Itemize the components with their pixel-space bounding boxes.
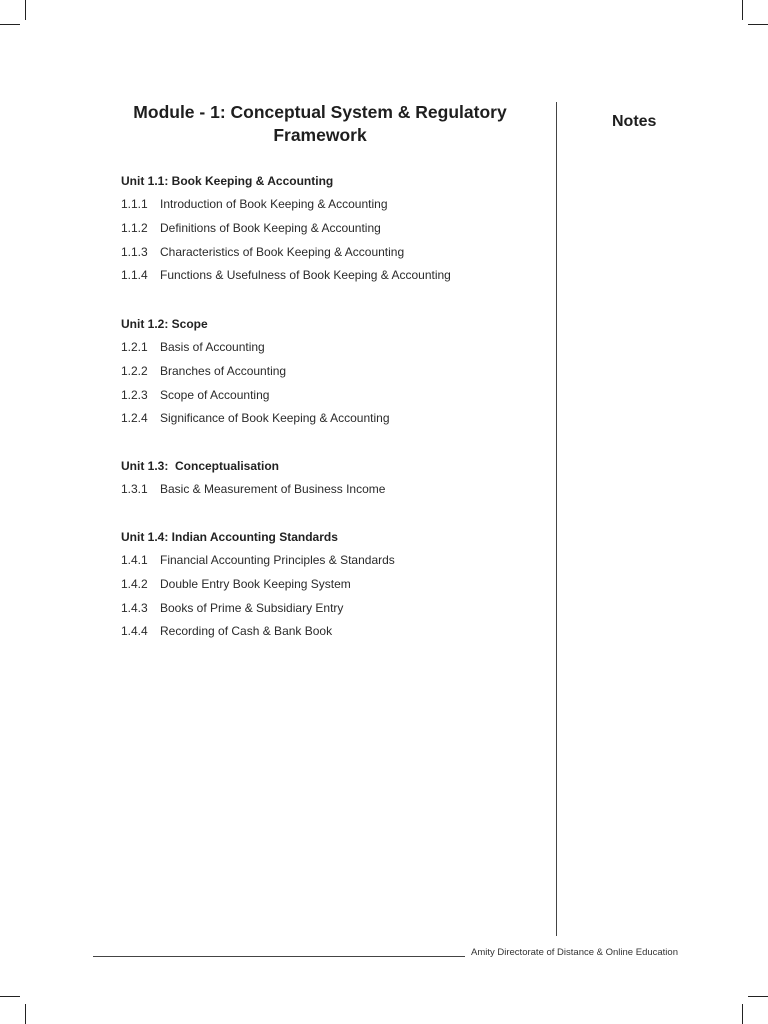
unit-heading: Unit 1.2: Scope bbox=[121, 317, 208, 331]
crop-mark-top-left-v bbox=[25, 0, 26, 20]
unit-item bbox=[121, 577, 541, 591]
crop-mark-top-right-h bbox=[748, 24, 768, 25]
unit-item bbox=[121, 624, 541, 638]
item-number: 1.2.2 bbox=[121, 363, 148, 378]
item-number: 1.4.3 bbox=[121, 600, 148, 615]
module-title-line-1: Module - 1: Conceptual System & Regulatory bbox=[133, 102, 507, 122]
unit-heading: Unit 1.1: Book Keeping & Accounting bbox=[121, 174, 334, 188]
item-number: 1.3.1 bbox=[121, 482, 148, 496]
item-number: 1.2.1 bbox=[121, 340, 148, 354]
footer-text: Amity Directorate of Distance & Online Education bbox=[471, 947, 678, 958]
item-text: Scope of Accounting bbox=[160, 387, 270, 402]
item-text: Double Entry Book Keeping System bbox=[160, 576, 351, 591]
unit-section bbox=[121, 459, 541, 506]
item-text: Introduction of Book Keeping & Accounting bbox=[160, 197, 388, 211]
item-text: Significance of Book Keeping & Accounting bbox=[160, 411, 390, 426]
item-text: Basis of Accounting bbox=[160, 340, 265, 354]
crop-mark-bottom-right-v bbox=[742, 1004, 743, 1024]
unit-item bbox=[121, 482, 541, 496]
crop-mark-bottom-right-h bbox=[748, 996, 768, 997]
item-number: 1.1.3 bbox=[121, 244, 148, 259]
unit-item bbox=[121, 340, 541, 354]
unit-heading: Unit 1.4: Indian Accounting Standards bbox=[121, 530, 338, 544]
unit-item bbox=[121, 601, 541, 615]
item-number: 1.2.4 bbox=[121, 411, 148, 426]
item-number: 1.1.2 bbox=[121, 220, 148, 235]
module-title-line-2: Framework bbox=[273, 125, 367, 145]
unit-section bbox=[121, 317, 541, 435]
crop-mark-top-right-v bbox=[742, 0, 743, 20]
item-number: 1.2.3 bbox=[121, 387, 148, 402]
crop-mark-bottom-left-h bbox=[0, 996, 20, 997]
unit-section bbox=[121, 530, 541, 648]
item-number: 1.1.4 bbox=[121, 268, 148, 283]
item-text: Recording of Cash & Bank Book bbox=[160, 624, 333, 639]
unit-item bbox=[121, 197, 541, 211]
crop-mark-bottom-left-v bbox=[25, 1004, 26, 1024]
item-number: 1.4.2 bbox=[121, 576, 148, 591]
unit-item bbox=[121, 268, 541, 282]
item-text: Financial Accounting Principles & Standards bbox=[160, 553, 395, 567]
unit-item bbox=[121, 221, 541, 235]
item-number: 1.1.1 bbox=[121, 197, 148, 211]
unit-item bbox=[121, 553, 541, 567]
item-number: 1.4.1 bbox=[121, 553, 148, 567]
unit-section bbox=[121, 174, 541, 292]
item-text: Functions & Usefulness of Book Keeping & Accounting bbox=[160, 268, 451, 283]
unit-item bbox=[121, 364, 541, 378]
item-text: Characteristics of Book Keeping & Accounting bbox=[160, 244, 405, 259]
unit-item bbox=[121, 245, 541, 259]
notes-heading: Notes bbox=[612, 113, 657, 130]
notes-column-divider bbox=[556, 102, 557, 936]
item-text: Books of Prime & Subsidiary Entry bbox=[160, 600, 344, 615]
crop-mark-top-left-h bbox=[0, 24, 20, 25]
footer-rule bbox=[93, 956, 465, 957]
unit-item bbox=[121, 411, 541, 425]
item-text: Definitions of Book Keeping & Accounting bbox=[160, 220, 381, 235]
item-number: 1.4.4 bbox=[121, 624, 148, 639]
module-title bbox=[110, 101, 530, 147]
unit-heading: Unit 1.3: Conceptualisation bbox=[121, 459, 280, 473]
item-text: Branches of Accounting bbox=[160, 363, 287, 378]
item-text: Basic & Measurement of Business Income bbox=[160, 482, 386, 496]
unit-item bbox=[121, 388, 541, 402]
